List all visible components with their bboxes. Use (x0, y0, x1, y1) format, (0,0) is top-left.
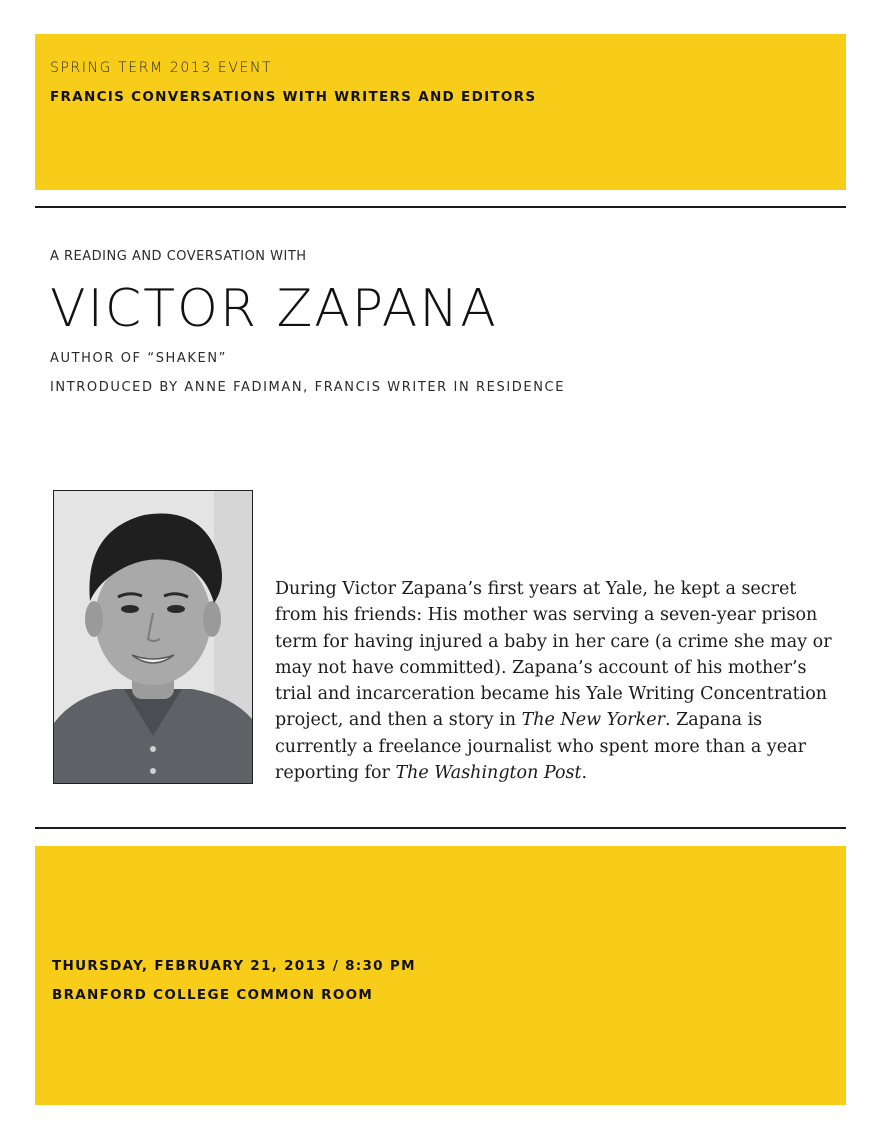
bio-text-2: . Zapana is currently a freelance journalist who spent more than a year reporting for (275, 710, 806, 784)
event-label: SPRING TERM 2013 EVENT (50, 60, 273, 76)
speaker-bio (275, 576, 840, 786)
bio-text-3: . (581, 763, 588, 784)
author-of: AUTHOR OF “SHAKEN” (50, 351, 228, 366)
event-location: BRANFORD COLLEGE COMMON ROOM (52, 987, 374, 1003)
speaker-name: VICTOR ZAPANA (50, 279, 498, 339)
introduced-by: INTRODUCED BY ANNE FADIMAN, FRANCIS WRITER IN RESIDENCE (50, 380, 566, 395)
divider-top (35, 206, 846, 208)
series-title: FRANCIS CONVERSATIONS WITH WRITERS AND EDITORS (50, 89, 537, 105)
speaker-photo (53, 490, 253, 784)
header-band (35, 34, 846, 190)
publication-new-yorker: The New Yorker (521, 710, 665, 731)
publication-washington-post: The Washington Post (395, 763, 582, 784)
event-date-time: THURSDAY, FEBRUARY 21, 2013 / 8:30 PM (52, 958, 416, 974)
lead-in: A READING AND COVERSATION WITH (50, 249, 307, 264)
divider-bottom (35, 827, 846, 829)
bio-text-1: During Victor Zapana’s first years at Yale, he kept a secret from his friends: His mother was serving a seven-year prison term for having injured a baby in her care (a crime she may or may not have committed). Zapana’s account of his mother’s trial and incarceration became his Yale Writing Concentration project, and then a story in (275, 579, 832, 731)
portrait-image (54, 491, 252, 783)
footer-band (35, 846, 846, 1105)
